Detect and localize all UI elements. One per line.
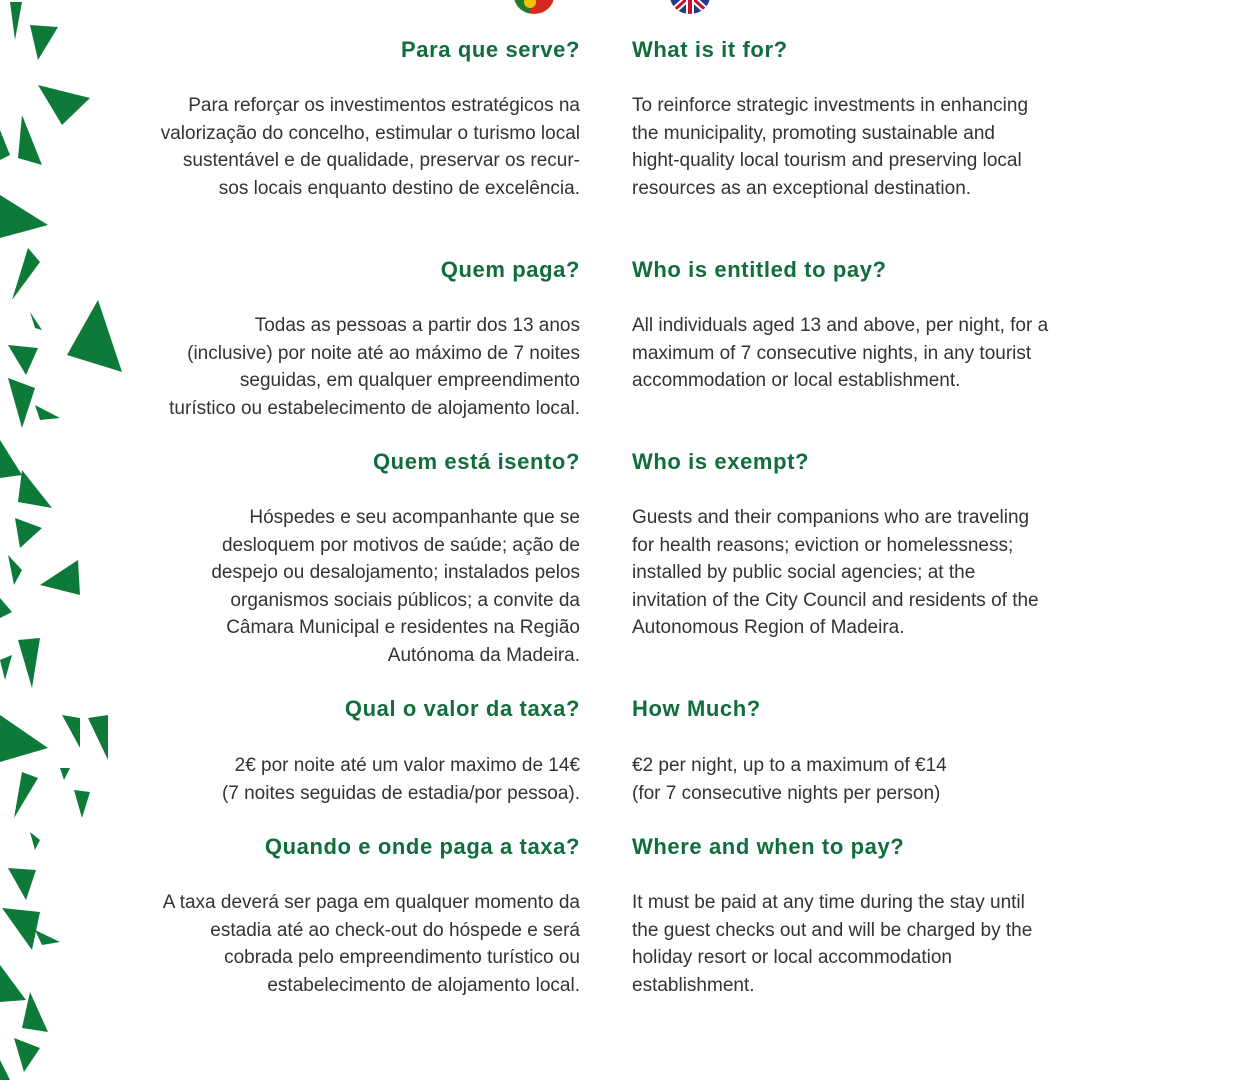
text-line: €2 per night, up to a maximum of €14: [632, 755, 947, 776]
triangle-shape: [18, 638, 40, 688]
text-line: accommodation or local establishment.: [632, 370, 961, 391]
text-line: To reinforce strategic investments in enhancing: [632, 95, 1029, 116]
text-line: Autónoma da Madeira.: [387, 644, 580, 666]
text-line: sos locais enquanto destino de excelência.: [218, 177, 580, 199]
triangle-shape: [35, 405, 60, 420]
text-line: establishment.: [632, 974, 755, 996]
triangle-shape: [0, 655, 12, 680]
triangle-shape: [74, 790, 90, 818]
paragraph-pt-amount: [222, 752, 580, 807]
section-heading-pt-amount: Qual o valor da taxa?: [344, 696, 580, 721]
decorative-triangles: [0, 0, 130, 1080]
text-line: It must be paid at any time during the stay until: [632, 892, 1025, 913]
triangle-shape: [18, 115, 42, 165]
section-heading-pt-when-where: Quando e onde paga a taxa?: [264, 834, 580, 859]
triangle-shape: [88, 715, 108, 760]
triangle-shape: [0, 598, 12, 618]
text-line: Todas as pessoas a partir dos 13 anos: [254, 315, 580, 336]
triangle-shape: [67, 300, 122, 372]
uk-flag-icon: [670, 0, 710, 14]
triangle-shape: [8, 345, 38, 375]
text-line: (for 7 consecutive nights per person): [632, 782, 941, 804]
text-line: Hóspedes e seu acompanhante que se: [249, 507, 580, 528]
triangle-shape: [38, 85, 90, 125]
text-line: holiday resort or local accommodation: [632, 947, 952, 968]
text-line: (7 noites seguidas de estadia/por pessoa).: [221, 782, 580, 804]
triangle-shape: [15, 518, 42, 548]
paragraph-en-when-where: [632, 889, 1032, 999]
section-heading-pt-purpose: Para que serve?: [401, 37, 580, 62]
text-line: the guest checks out and will be charged by the: [632, 919, 1033, 941]
text-line: maximum of 7 consecutive nights, in any tourist: [632, 342, 1032, 364]
section-heading-en-when-where: Where and when to pay?: [632, 834, 905, 859]
triangle-shape: [60, 768, 70, 780]
paragraph-pt-who-pays: [169, 312, 580, 422]
triangle-shape: [0, 440, 22, 478]
triangle-shape: [14, 772, 38, 818]
paragraph-en-purpose: [632, 92, 1028, 202]
text-line: cobrada pelo empreendimento turístico ou: [224, 947, 580, 968]
section-heading-en-amount: How Much?: [632, 696, 761, 721]
paragraph-pt-purpose: [161, 92, 580, 202]
triangle-shape: [0, 1060, 10, 1080]
triangle-shape: [0, 965, 26, 1002]
text-line: desloquem por motivos de saúde; ação de: [221, 534, 580, 556]
section-heading-pt-who-pays: Quem paga?: [440, 257, 580, 282]
text-line: 2€ por noite até um valor maximo de 14€: [234, 755, 580, 776]
section-heading-en-purpose: What is it for?: [632, 37, 788, 62]
text-line: despejo ou desalojamento; instalados pelos: [211, 562, 580, 583]
text-line: resources as an exceptional destination.: [632, 177, 972, 199]
triangle-shape: [10, 2, 22, 40]
text-line: installed by public social agencies; at the: [632, 562, 976, 583]
paragraph-en-who-pays: [632, 312, 1048, 395]
text-line: for health reasons; eviction or homelessness;: [632, 534, 1014, 556]
text-line: hight-quality local tourism and preserving local: [632, 150, 1022, 171]
section-heading-en-who-pays: Who is entitled to pay?: [632, 257, 887, 282]
text-line: valorização do concelho, estimular o turismo local: [160, 122, 580, 144]
text-line: invitation of the City Council and residents of the: [632, 589, 1039, 611]
section-heading-en-exempt: Who is exempt?: [632, 449, 810, 474]
triangle-shape: [40, 560, 80, 595]
triangle-shape: [30, 832, 40, 850]
text-line: Guests and their companions who are traveling: [632, 507, 1030, 528]
text-line: Para reforçar os investimentos estratégicos na: [188, 95, 580, 116]
text-line: organismos sociais públicos; a convite da: [230, 589, 580, 611]
triangle-shape: [30, 312, 42, 330]
triangle-shape: [8, 868, 36, 900]
text-line: Câmara Municipal e residentes na Região: [226, 617, 580, 638]
text-line: estadia até ao check-out do hóspede e será: [210, 919, 580, 941]
text-line: estabelecimento de alojamento local.: [267, 974, 580, 996]
triangle-shape: [35, 930, 60, 945]
paragraph-pt-exempt: [211, 504, 580, 669]
triangle-shape: [0, 195, 48, 238]
triangle-shape: [14, 1038, 40, 1072]
triangle-shape: [2, 908, 40, 950]
triangle-shape: [0, 715, 48, 762]
triangle-shape: [8, 378, 35, 428]
triangle-shape: [12, 248, 40, 300]
triangle-shape: [18, 470, 52, 508]
text-line: turístico ou estabelecimento de alojamento local.: [169, 397, 580, 419]
paragraph-pt-when-where: [163, 889, 580, 999]
triangle-shape: [62, 715, 80, 748]
text-line: A taxa deverá ser paga em qualquer momento da: [162, 892, 580, 913]
portugal-flag-icon: [514, 0, 554, 14]
triangle-shape: [22, 992, 48, 1032]
triangle-shape: [0, 130, 10, 160]
section-heading-pt-exempt: Quem está isento?: [372, 449, 580, 474]
triangle-shape: [30, 25, 58, 60]
paragraph-en-exempt: [632, 504, 1039, 642]
text-line: seguidas, em qualquer empreendimento: [239, 370, 580, 391]
triangle-shape: [8, 555, 22, 585]
text-line: the municipality, promoting sustainable and: [632, 122, 995, 144]
text-line: All individuals aged 13 and above, per night, for a: [632, 315, 1049, 336]
paragraph-en-amount: [632, 752, 947, 807]
text-line: sustentável e de qualidade, preservar os recur-: [182, 150, 580, 171]
text-line: Autonomous Region of Madeira.: [632, 617, 905, 638]
text-line: (inclusive) por noite até ao máximo de 7 noites: [187, 342, 580, 364]
